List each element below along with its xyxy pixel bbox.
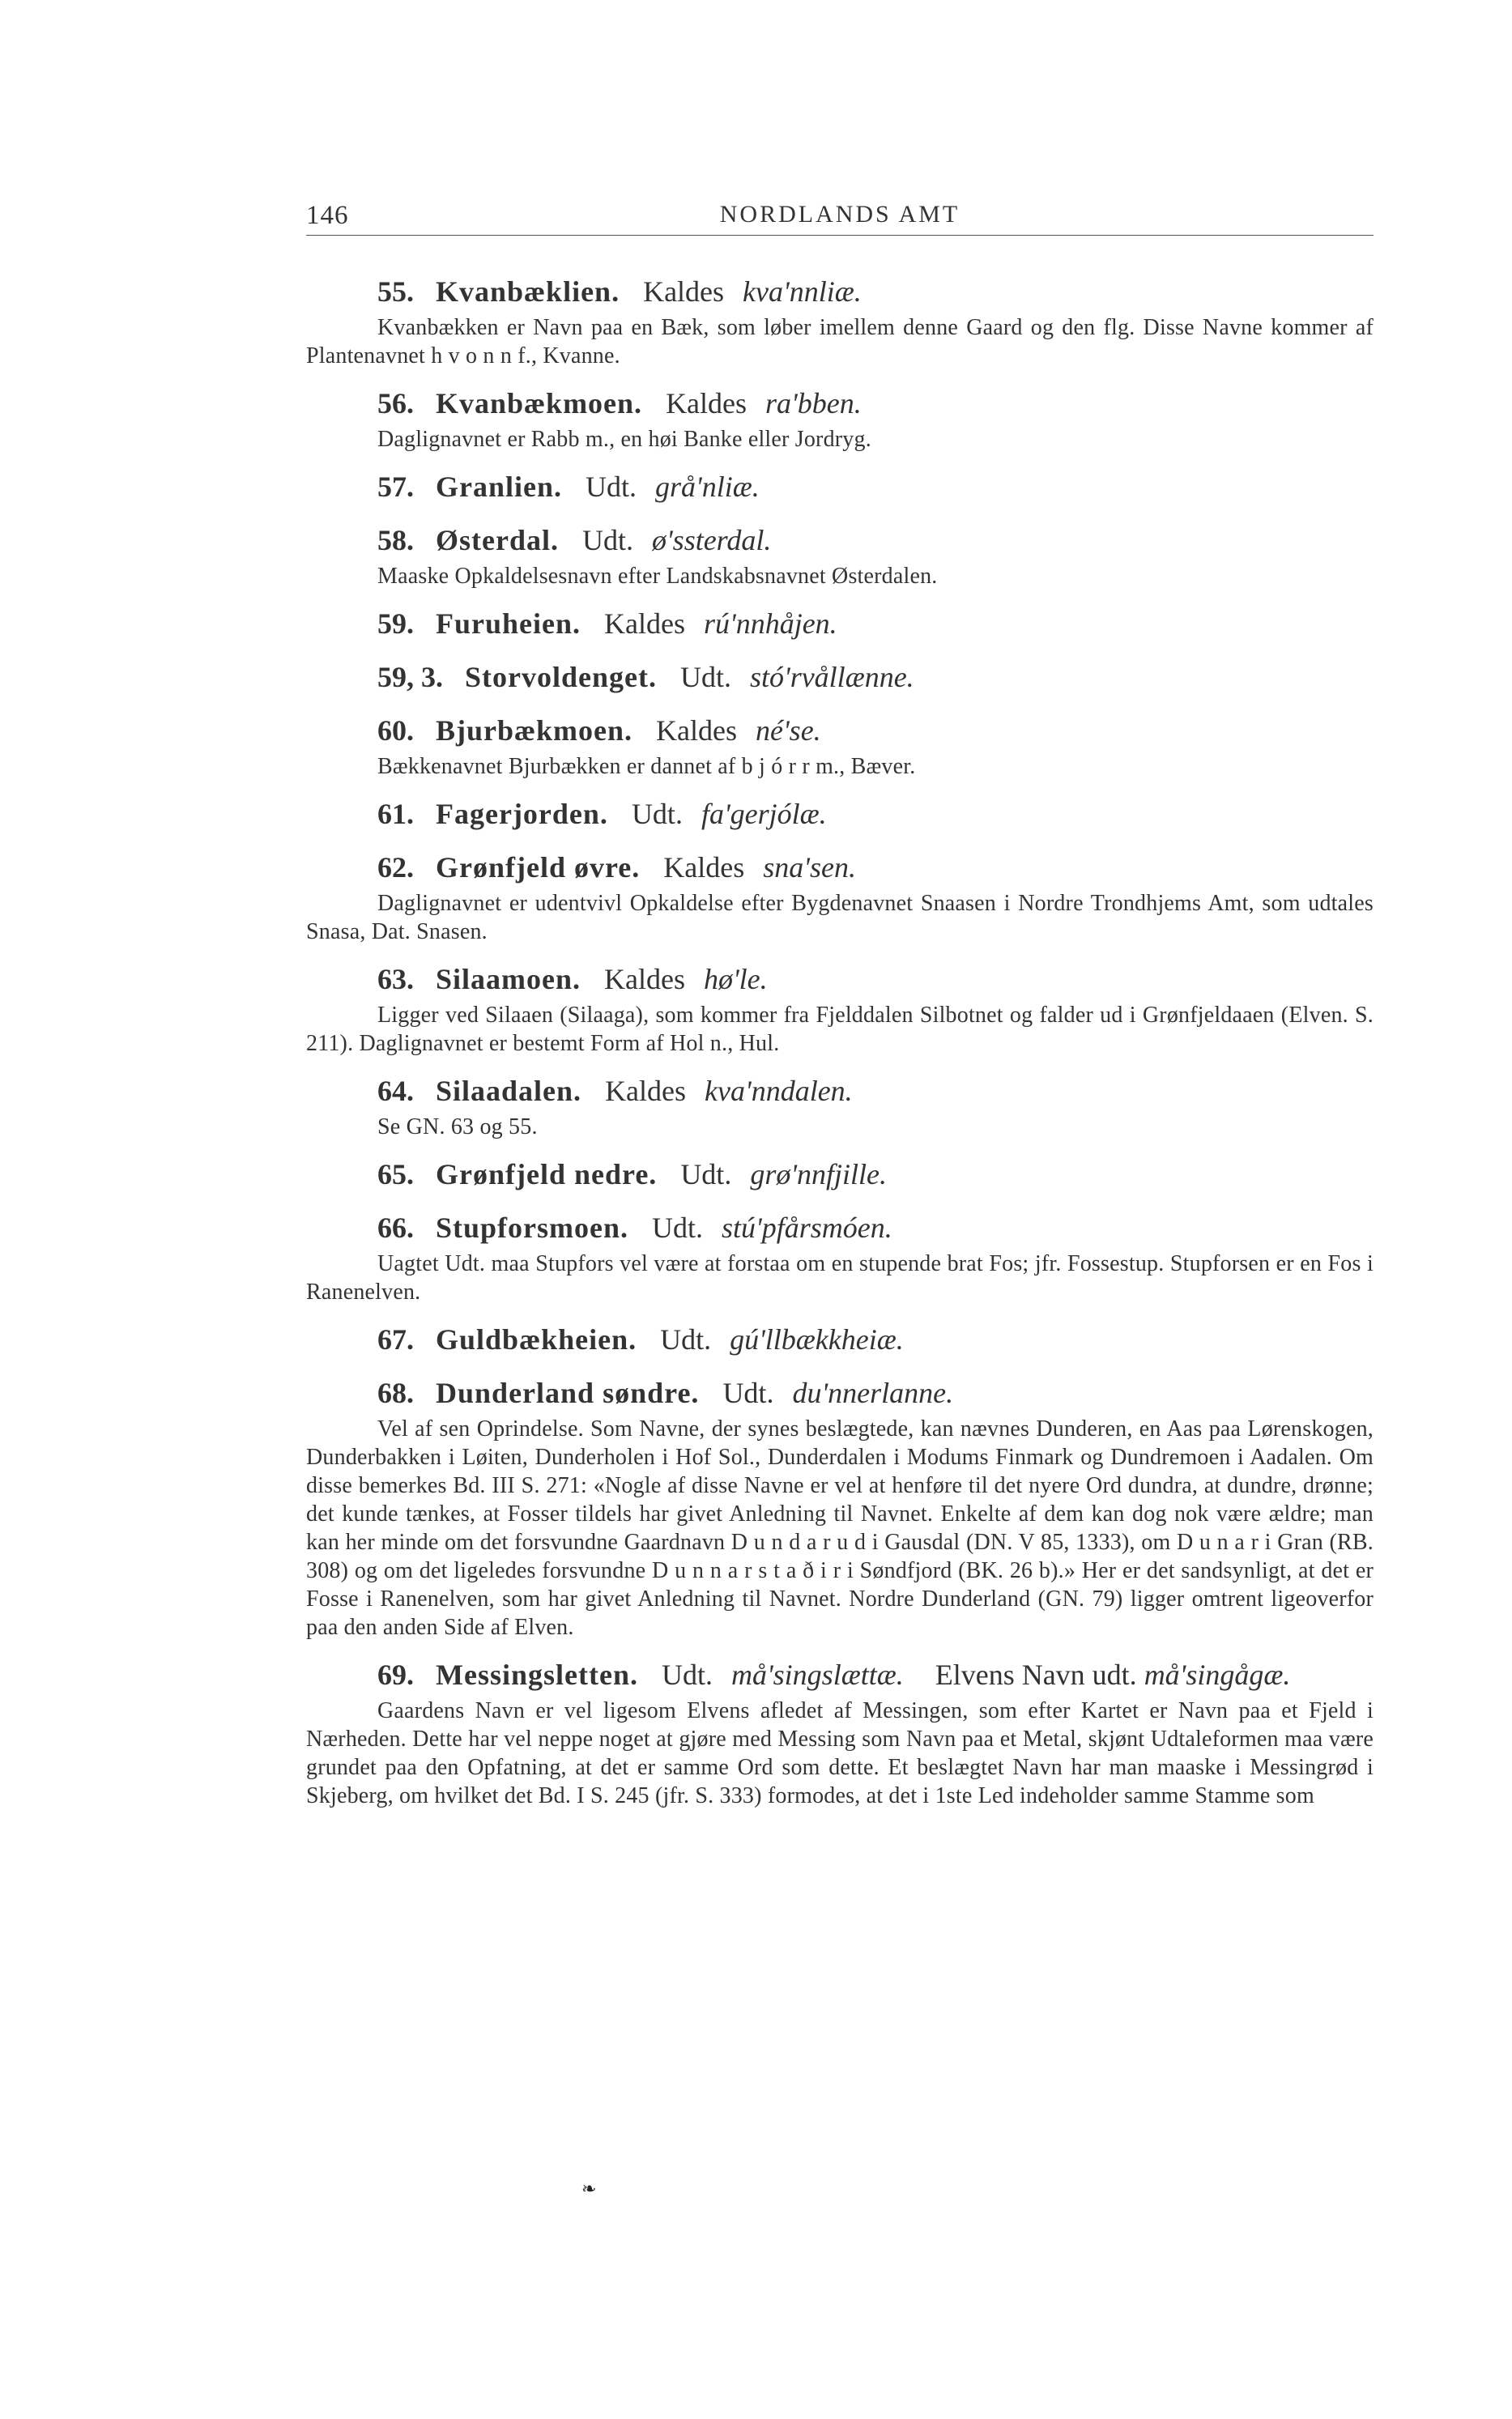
entry-verb: Kaldes	[656, 714, 737, 747]
entry	[306, 847, 1374, 946]
entry-pronunciation: grø'nnfjille.	[750, 1158, 888, 1190]
entry-pronunciation: rú'nnhåjen.	[703, 607, 837, 640]
entry-name: Fagerjorden.	[436, 798, 608, 830]
entry-number: 62.	[377, 851, 414, 884]
entry-verb: Kaldes	[666, 387, 747, 419]
entry-verb: Udt.	[661, 1659, 713, 1691]
entry-note: Vel af sen Oprindelse. Som Navne, der synes beslægtede, kan nævnes Dunderen, en Aas paa Lørenskogen, Dunderbakken i Løiten, Dunderholen i Hof Sol., Dunderdalen i Modums Finmark og Dundremoen i Aadalen. Om disse bemerkes Bd. III S. 271: «Nogle af disse Navne er vel at henføre til det nyere Ord dundra, at dundre, drønne; det kunde tænkes, at Fosser tildels har givet Anledning til Navnet. Enkelte af dem kan dog nok være ældre; man kan her minde om det forsvundne Gaardnavn D u n d a r u d i Gausdal (DN. V 85, 1333), om D u n a r i Gran (RB. 308) og om det ligeledes forsvundne D u n n a r s t a ð i r i Søndfjord (BK. 26 b).» Her er det sandsynligt, at det er Fosse i Ranenelven, som har givet Anledning til Navnet. Nordre Dunderland (GN. 79) ligger omtrent ligeoverfor paa den anden Side af Elven.	[306, 1416, 1374, 1640]
entry-number: 69.	[377, 1659, 414, 1691]
entry	[306, 520, 1374, 590]
entry	[306, 710, 1374, 781]
entry	[306, 603, 1374, 644]
entry-extra-text: Elvens Navn udt.	[935, 1659, 1137, 1691]
entry-number: 66.	[377, 1212, 414, 1244]
entry-number: 56.	[377, 387, 414, 419]
entry-pronunciation: kva'nndalen.	[705, 1075, 853, 1107]
entry-name: Storvoldenget.	[465, 661, 657, 693]
entry-verb: Kaldes	[605, 1075, 687, 1107]
entry-name: Grønfjeld øvre.	[436, 851, 641, 884]
entry-verb: Udt.	[652, 1212, 704, 1244]
entry-note: Daglignavnet er Rabb m., en høi Banke eller Jordryg.	[377, 427, 871, 452]
entry-heading	[306, 271, 1374, 312]
content	[306, 271, 1374, 1810]
entry-pronunciation: hø'le.	[703, 963, 768, 995]
entry-verb: Udt.	[581, 524, 633, 556]
entry	[306, 1071, 1374, 1141]
entry-note: Kvanbækken er Navn paa en Bæk, som løber imellem denne Gaard og den flg. Disse Navne kommer af Plantenavnet h v o n n f., Kvanne.	[306, 315, 1374, 368]
entry-number: 61.	[377, 798, 414, 830]
entry-name: Silaadalen.	[436, 1075, 582, 1107]
entry-name: Stupforsmoen.	[436, 1212, 629, 1244]
entry-verb: Kaldes	[604, 607, 685, 640]
entry-note: Ligger ved Silaaen (Silaaga), som kommer fra Fjelddalen Silbotnet og falder ud i Grønfjeldaaen (Elven. S. 211). Daglignavnet er bestemt Form af Hol n., Hul.	[306, 1003, 1374, 1056]
entry-number: 57.	[377, 471, 414, 503]
entry-heading	[306, 1655, 1374, 1695]
page	[306, 194, 1374, 1810]
entry-pronunciation: stú'pfårsmóen.	[722, 1212, 892, 1244]
entry-number: 63.	[377, 963, 414, 995]
entry-heading	[306, 1207, 1374, 1248]
entry-heading	[306, 466, 1374, 507]
entry-number: 64.	[377, 1075, 414, 1107]
entry-number: 59, 3.	[377, 661, 443, 693]
entry-note: Uagtet Udt. maa Stupfors vel være at forstaa om en stupende brat Fos; jfr. Fossestup. Stupforsen er en Fos i Ranenelven.	[306, 1251, 1374, 1305]
entry-heading	[306, 847, 1374, 888]
header-title: NORDLANDS AMT	[719, 201, 960, 228]
entry-name: Furuheien.	[436, 607, 581, 640]
entry-heading	[306, 794, 1374, 834]
entry-number: 68.	[377, 1377, 414, 1409]
entry-verb: Udt.	[680, 1158, 732, 1190]
entry-verb: Kaldes	[663, 851, 745, 884]
entry-pronunciation: ra'bben.	[765, 387, 862, 419]
entry	[306, 794, 1374, 834]
entry	[306, 466, 1374, 507]
entry-heading	[306, 1154, 1374, 1195]
entry-heading	[306, 603, 1374, 644]
entry-pronunciation: ø'ssterdal.	[651, 524, 772, 556]
entry	[306, 1655, 1374, 1810]
entry-verb: Kaldes	[643, 275, 725, 308]
entry-pronunciation: du'nnerlanne.	[792, 1377, 954, 1409]
entry-verb: Udt.	[660, 1323, 712, 1356]
entry-verb: Udt.	[679, 661, 731, 693]
entry-heading	[306, 520, 1374, 560]
entry-heading	[306, 1319, 1374, 1360]
entry	[306, 1319, 1374, 1360]
entry-pronunciation: né'se.	[756, 714, 821, 747]
entry-name: Granlien.	[436, 471, 563, 503]
entry	[306, 1373, 1374, 1642]
entry-heading	[306, 1373, 1374, 1413]
entry-note: Bækkenavnet Bjurbækken er dannet af b j ó r r m., Bæver.	[377, 754, 916, 779]
entry-note: Maaske Opkaldelsesnavn efter Landskabsnavnet Østerdalen.	[377, 564, 938, 589]
entry-verb: Udt.	[722, 1377, 774, 1409]
entry-heading	[306, 710, 1374, 751]
entry-name: Messingsletten.	[436, 1659, 638, 1691]
entry-heading	[306, 959, 1374, 999]
entry-heading	[306, 657, 1374, 697]
entry	[306, 271, 1374, 370]
entry-name: Grønfjeld nedre.	[436, 1158, 658, 1190]
entry-number: 58.	[377, 524, 414, 556]
entry-name: Østerdal.	[436, 524, 559, 556]
entry-name: Kvanbækmoen.	[436, 387, 643, 419]
entry-note: Se GN. 63 og 55.	[377, 1114, 538, 1139]
entry-verb: Kaldes	[604, 963, 685, 995]
running-head	[306, 194, 1374, 236]
entry-verb: Udt.	[631, 798, 683, 830]
entry-number: 67.	[377, 1323, 414, 1356]
entry-pronunciation: gú'llbækkheiæ.	[730, 1323, 904, 1356]
page-number: 146	[306, 201, 349, 230]
entry-heading	[306, 383, 1374, 424]
entry-name: Bjurbækmoen.	[436, 714, 633, 747]
entry-extra-pronunciation: må'singågæ.	[1144, 1659, 1291, 1691]
entry-pronunciation: kva'nnliæ.	[743, 275, 862, 308]
entry	[306, 959, 1374, 1058]
entry-pronunciation: fa'gerjólæ.	[701, 798, 827, 830]
entry-heading	[306, 1071, 1374, 1111]
entry	[306, 1154, 1374, 1195]
entry-note: Daglignavnet er udentvivl Opkaldelse efter Bygdenavnet Snaasen i Nordre Trondhjems Amt, som udtales Snasa, Dat. Snasen.	[306, 891, 1374, 944]
entry-number: 59.	[377, 607, 414, 640]
entry-name: Kvanbæklien.	[436, 275, 620, 308]
entry-pronunciation: sna'sen.	[763, 851, 856, 884]
entry-number: 65.	[377, 1158, 414, 1190]
entry	[306, 383, 1374, 454]
ornament-glyph: ❧	[581, 2178, 597, 2199]
entry-number: 55.	[377, 275, 414, 308]
entry-number: 60.	[377, 714, 414, 747]
entry-name: Dunderland søndre.	[436, 1377, 700, 1409]
entry-name: Silaamoen.	[436, 963, 581, 995]
entry-name: Guldbækheien.	[436, 1323, 637, 1356]
entry-pronunciation: stó'rvållænne.	[749, 661, 914, 693]
entry	[306, 657, 1374, 697]
entry-pronunciation: må'singslættæ.	[730, 1659, 904, 1691]
entry-note: Gaardens Navn er vel ligesom Elvens afledet af Messingen, som efter Kartet er Navn paa et Fjeld i Nærheden. Dette har vel neppe noget at gjøre med Messing som Navn paa et Metal, skjønt Udtaleformen maa være grundet paa den Opfatning, at det er samme Ord som dette. Et beslægtet Navn har man maaske i Messingrød i Skjeberg, om hvilket det Bd. I S. 245 (jfr. S. 333) formodes, at det i 1ste Led indeholder samme Stamme som	[306, 1698, 1374, 1808]
entry-verb: Udt.	[586, 471, 637, 503]
entry-pronunciation: grå'nliæ.	[655, 471, 760, 503]
entry	[306, 1207, 1374, 1306]
